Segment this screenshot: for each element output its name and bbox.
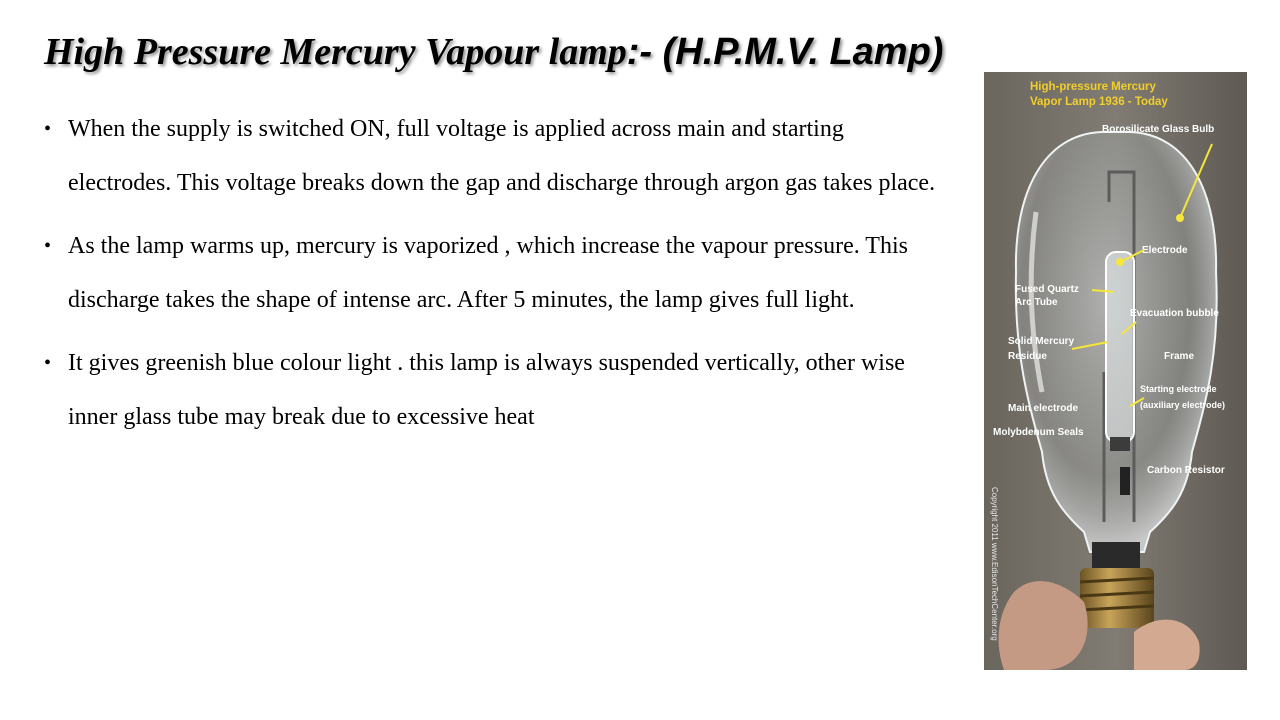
bullet-list xyxy=(44,102,944,453)
bullet-text: As the lamp warms up, mercury is vaporized , which increase the vapour pressure. This discharge takes the shape of intense arc. After 5 minutes, the lamp gives full light. xyxy=(68,233,908,313)
bullet-text: It gives greenish blue colour light . this lamp is always suspended vertically, other wise inner glass tube may break due to excessive heat xyxy=(68,350,905,430)
label-frame: Frame xyxy=(1164,351,1195,362)
slide-title xyxy=(44,28,943,76)
bullet-item xyxy=(44,219,944,327)
label-main-electrode: Main electrode xyxy=(1008,403,1079,414)
label-evacuation: Evacuation bubble xyxy=(1130,308,1219,319)
label-mercury-line2: Residue xyxy=(1008,351,1047,362)
arc-tube xyxy=(1106,252,1134,442)
label-mercury: Solid Mercury xyxy=(1008,336,1075,347)
bullet-text: When the supply is switched ON, full voltage is applied across main and starting electrodes. This voltage breaks down the gap and discharge through argon gas takes place. xyxy=(68,116,936,196)
bulb-neck xyxy=(1092,542,1140,568)
label-starting: Starting electrode xyxy=(1140,384,1217,394)
copyright: Copyright 2011 www.EdisonTechCenter.org xyxy=(990,487,999,641)
label-quartz-line2: Arc Tube xyxy=(1015,297,1058,308)
label-starting-line2: (auxiliary electrode) xyxy=(1140,400,1226,410)
screw-base xyxy=(1080,568,1154,628)
lamp-photo xyxy=(984,72,1247,670)
label-quartz: Fused Quartz xyxy=(1015,284,1079,295)
label-bulb: Borosilicate Glass Bulb xyxy=(1102,124,1215,135)
label-molybdenum: Molybdenum Seals xyxy=(993,427,1084,438)
bullet-marker: • xyxy=(44,235,52,257)
bullet-marker: • xyxy=(44,118,52,140)
bullet-item xyxy=(44,336,944,444)
slide-title-main: High Pressure Mercury Vapour lamp xyxy=(44,31,627,73)
label-carbon: Carbon Resistor xyxy=(1147,465,1225,476)
carbon-resistor xyxy=(1120,467,1130,495)
slide-title-abbreviation: :- (H.P.M.V. Lamp) xyxy=(626,31,944,73)
bullet-marker: • xyxy=(44,352,52,374)
molybdenum-seal xyxy=(1110,437,1130,451)
label-electrode: Electrode xyxy=(1142,245,1188,256)
photo-heading: High-pressure Mercury xyxy=(1030,81,1156,93)
bullet-item xyxy=(44,102,944,210)
photo-heading-line2: Vapor Lamp 1936 - Today xyxy=(1030,96,1168,108)
